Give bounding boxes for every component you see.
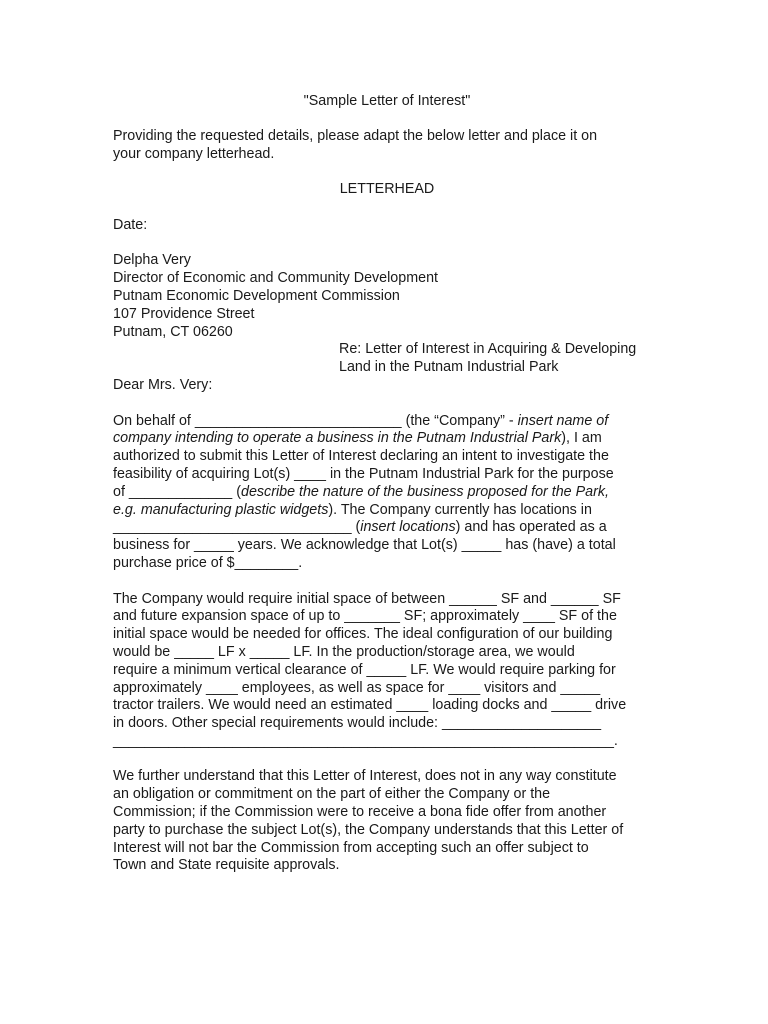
paragraph-line [113, 484, 661, 502]
paragraph-line: would be _____ LF x _____ LF. In the production/storage area, we would [113, 643, 575, 660]
instruction-text: e.g. manufacturing plastic widgets [113, 501, 329, 518]
intro-line: your company letterhead. [113, 145, 275, 162]
instruction-text: describe the nature of the business proposed for the Park, [241, 483, 609, 500]
paragraph-line: party to purchase the subject Lot(s), the Company understands that this Letter of [113, 821, 624, 838]
subject-line: Re: Letter of Interest in Acquiring & Developing [339, 341, 637, 358]
paragraph-line: initial space would be needed for offices. The ideal configuration of our building [113, 626, 613, 643]
paragraph-line: authorized to submit this Letter of Interest declaring an intent to investigate the [113, 448, 609, 465]
paragraph-line: We further understand that this Letter of Interest, does not in any way constitute [113, 768, 617, 785]
recipient-name: Delpha Very [113, 252, 191, 269]
paragraph-line [113, 430, 661, 448]
paragraph-line: Commission; if the Commission were to receive a bona fide offer from another [113, 804, 607, 821]
paragraph-line: tractor trailers. We would need an estimated ____ loading docks and _____ drive [113, 697, 627, 714]
text-run: ). The Company currently has locations in [328, 501, 592, 518]
paragraph-line: business for _____ years. We acknowledge that Lot(s) _____ has (have) a total [113, 537, 616, 554]
subject-reference [339, 341, 661, 377]
paragraph-line: Town and State requisite approvals. [113, 857, 340, 874]
paragraph-intent [113, 413, 661, 573]
recipient-street: 107 Providence Street [113, 305, 255, 322]
letterhead-placeholder: LETTERHEAD [339, 181, 435, 198]
intro-line: Providing the requested details, please adapt the below letter and place it on [113, 127, 598, 144]
paragraph-line: Interest will not bar the Commission from accepting such an offer subject to [113, 839, 589, 856]
paragraph-disclaimer [113, 768, 661, 875]
text-run: ), I am [561, 430, 602, 447]
paragraph-line [113, 519, 661, 537]
intro-paragraph [113, 128, 661, 164]
recipient-organization: Putnam Economic Development Commission [113, 287, 400, 304]
salutation: Dear Mrs. Very: [113, 376, 213, 393]
paragraph-line: and future expansion space of up to _______ SF; approximately ____ SF of the [113, 608, 617, 625]
recipient-address [113, 252, 661, 341]
letter-page [113, 93, 661, 893]
instruction-text: insert locations [360, 519, 456, 536]
paragraph-line: an obligation or commitment on the part of either the Company or the [113, 786, 551, 803]
subject-line: Land in the Putnam Industrial Park [339, 359, 559, 376]
recipient-position: Director of Economic and Community Development [113, 270, 438, 287]
recipient-city: Putnam, CT 06260 [113, 323, 233, 340]
document-title: "Sample Letter of Interest" [303, 93, 471, 109]
text-run: ) and has operated as a [455, 519, 607, 536]
paragraph-line: require a minimum vertical clearance of _____ LF. We would require parking for [113, 661, 616, 678]
text-run: of _____________ ( [113, 483, 241, 500]
paragraph-requirements [113, 591, 661, 751]
paragraph-line: in doors. Other special requirements would include: ____________________ [113, 715, 602, 732]
text-run: On behalf of __________________________ (the “Company” - [113, 412, 518, 429]
paragraph-line [113, 502, 661, 520]
paragraph-line [113, 413, 661, 431]
paragraph-line: approximately ____ employees, as well as space for ____ visitors and _____ [113, 679, 601, 696]
paragraph-line: feasibility of acquiring Lot(s) ____ in the Putnam Industrial Park for the purpose [113, 465, 614, 482]
text-run: ______________________________ ( [113, 519, 361, 536]
paragraph-line: _______________________________________________________________. [113, 732, 618, 749]
paragraph-line: The Company would require initial space of between ______ SF and ______ SF [113, 590, 621, 607]
instruction-text: company intending to operate a business in the Putnam Industrial Park [113, 430, 562, 447]
paragraph-line: purchase price of $________. [113, 554, 303, 571]
instruction-text: insert name of [517, 412, 609, 429]
date-label: Date: [113, 216, 148, 233]
